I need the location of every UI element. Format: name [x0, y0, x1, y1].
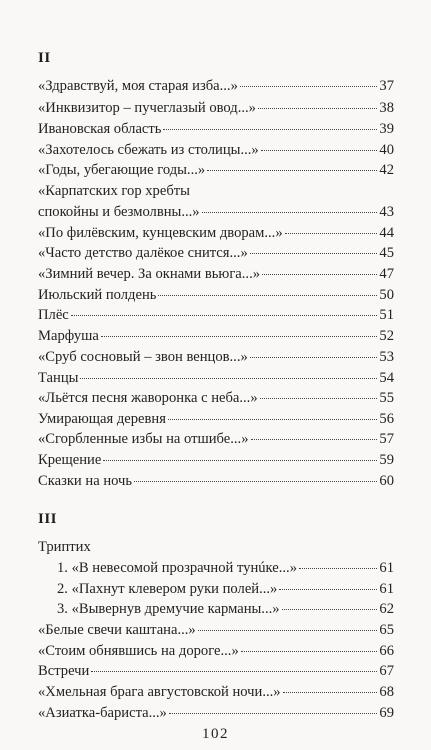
- dot-leader: [258, 108, 377, 109]
- entry-page: 39: [379, 121, 394, 137]
- toc-entry: [38, 326, 394, 347]
- entry-page: 47: [379, 266, 394, 282]
- toc-entry: [38, 641, 394, 662]
- toc-entry: [38, 682, 394, 703]
- dot-leader: [279, 589, 377, 590]
- entry-page: 60: [379, 473, 394, 489]
- section-heading-3: III: [38, 511, 58, 527]
- entry-title: Плёс: [38, 307, 69, 323]
- toc-entry: [38, 223, 394, 244]
- entry-title: Сказки на ночь: [38, 473, 133, 489]
- entry-title: Танцы: [38, 370, 79, 386]
- entry-page: 38: [379, 100, 394, 116]
- dot-leader: [169, 713, 378, 714]
- entry-title: «Льётся песня жаворонка с неба...»: [38, 390, 258, 406]
- dot-leader: [71, 315, 378, 316]
- toc-entry: [38, 98, 394, 119]
- entry-title: Июльский полдень: [38, 287, 157, 303]
- entry-title: спокойны и безмолвны...»: [38, 203, 200, 220]
- entry-page: 55: [379, 390, 394, 406]
- toc-entry: [38, 160, 394, 181]
- entry-title: «Хмельная брага августовской ночи...»: [38, 684, 281, 700]
- entry-page: 43: [379, 203, 394, 220]
- toc-entry: [38, 429, 394, 450]
- entry-page: 65: [379, 622, 394, 638]
- entry-page: 37: [379, 78, 394, 94]
- entry-page: 52: [379, 328, 394, 344]
- dot-leader: [168, 419, 377, 420]
- toc-entry: [38, 558, 394, 579]
- entry-page: 61: [379, 581, 394, 597]
- entry-page: 67: [379, 663, 394, 679]
- dot-leader: [80, 378, 377, 379]
- entry-title: Ивановская область: [38, 121, 162, 137]
- toc-entry: [38, 661, 394, 682]
- dot-leader: [134, 481, 377, 482]
- entry-title-line1: «Карпатских гор хребты: [38, 183, 190, 199]
- entry-title: Встречи: [38, 663, 90, 679]
- entry-page: 44: [379, 225, 394, 241]
- dot-leader: [261, 150, 378, 151]
- entry-title: «Годы, убегающие годы...»: [38, 162, 206, 178]
- entry-page: 69: [379, 705, 394, 721]
- toc-entry: [38, 409, 394, 430]
- entry-title: «Захотелось сбежать из столицы...»: [38, 142, 259, 158]
- entry-title: Марфуша: [38, 328, 99, 344]
- entry-title: 2. «Пахнут клевером руки полей...»: [57, 581, 278, 597]
- dot-leader: [250, 357, 378, 358]
- dot-leader: [285, 233, 378, 234]
- dot-leader: [207, 170, 377, 171]
- dot-leader: [241, 651, 378, 652]
- entry-page: 45: [379, 245, 394, 261]
- entry-title: «Зимний вечер. За окнами вьюга...»: [38, 266, 261, 282]
- entry-title: «Инквизитор – пучеглазый овод...»: [38, 100, 256, 116]
- dot-leader: [251, 439, 378, 440]
- entry-title: Крещение: [38, 452, 102, 468]
- entry-title: «Белые свечи каштана...»: [38, 622, 196, 638]
- entry-title: «Стоим обнявшись на дороге...»: [38, 643, 239, 659]
- toc-entry: [38, 140, 394, 161]
- entry-page: 51: [379, 307, 394, 323]
- toc-entry: [38, 181, 394, 222]
- toc-entry: [38, 579, 394, 600]
- entry-page: 42: [379, 162, 394, 178]
- dot-leader: [103, 460, 377, 461]
- toc-entry: [38, 450, 394, 471]
- toc-entry: [38, 620, 394, 641]
- section-heading-2: II: [38, 50, 51, 66]
- toc-entry: [38, 305, 394, 326]
- page-number: 102: [202, 726, 229, 742]
- entry-page: 57: [379, 431, 394, 447]
- entry-page: 54: [379, 370, 394, 386]
- dot-leader: [158, 295, 377, 296]
- dot-leader: [91, 671, 377, 672]
- toc-entry: [38, 119, 394, 140]
- entry-page: 62: [379, 601, 394, 617]
- toc-entry: [38, 471, 394, 492]
- toc-entry: [38, 368, 394, 389]
- entry-title: «По филёвским, кунцевским дворам...»: [38, 225, 283, 241]
- dot-leader: [198, 630, 378, 631]
- triptych-title: Триптих: [38, 539, 91, 555]
- dot-leader: [101, 336, 378, 337]
- entry-title: «Здравствуй, моя старая изба...»: [38, 78, 238, 94]
- entry-page: 59: [379, 452, 394, 468]
- entry-title: «Азиатка-бариста...»: [38, 705, 167, 721]
- dot-leader: [260, 398, 378, 399]
- toc-entry: [38, 347, 394, 368]
- dot-leader: [282, 609, 378, 610]
- toc-entry: [38, 243, 394, 264]
- entry-title: «Сруб сосновый – звон венцов...»: [38, 349, 248, 365]
- toc-entry: [38, 599, 394, 620]
- entry-title: Умирающая деревня: [38, 411, 166, 427]
- dot-leader: [202, 212, 378, 213]
- entry-page: 40: [379, 142, 394, 158]
- dot-leader: [240, 86, 378, 87]
- entry-title: «Сгорбленные избы на отшибе...»: [38, 431, 249, 447]
- entry-page: 61: [379, 560, 394, 576]
- toc-entry: [38, 703, 394, 724]
- toc-entry: [38, 285, 394, 306]
- entry-page: 53: [379, 349, 394, 365]
- dot-leader: [299, 568, 377, 569]
- entry-title: «Часто детство далёкое снится...»: [38, 245, 248, 261]
- entry-title: 3. «Вывернув дремучие карманы...»: [57, 601, 280, 617]
- entry-page: 66: [379, 643, 394, 659]
- toc-entry: [38, 388, 394, 409]
- entry-page: 50: [379, 287, 394, 303]
- dot-leader: [262, 274, 377, 275]
- entry-title: 1. «В невесомой прозрачной тунúке...»: [57, 560, 297, 576]
- dot-leader: [250, 253, 378, 254]
- entry-page: 56: [379, 411, 394, 427]
- dot-leader: [283, 692, 378, 693]
- dot-leader: [163, 129, 377, 130]
- toc-entry: [38, 76, 394, 97]
- entry-page: 68: [379, 684, 394, 700]
- toc-entry: [38, 264, 394, 285]
